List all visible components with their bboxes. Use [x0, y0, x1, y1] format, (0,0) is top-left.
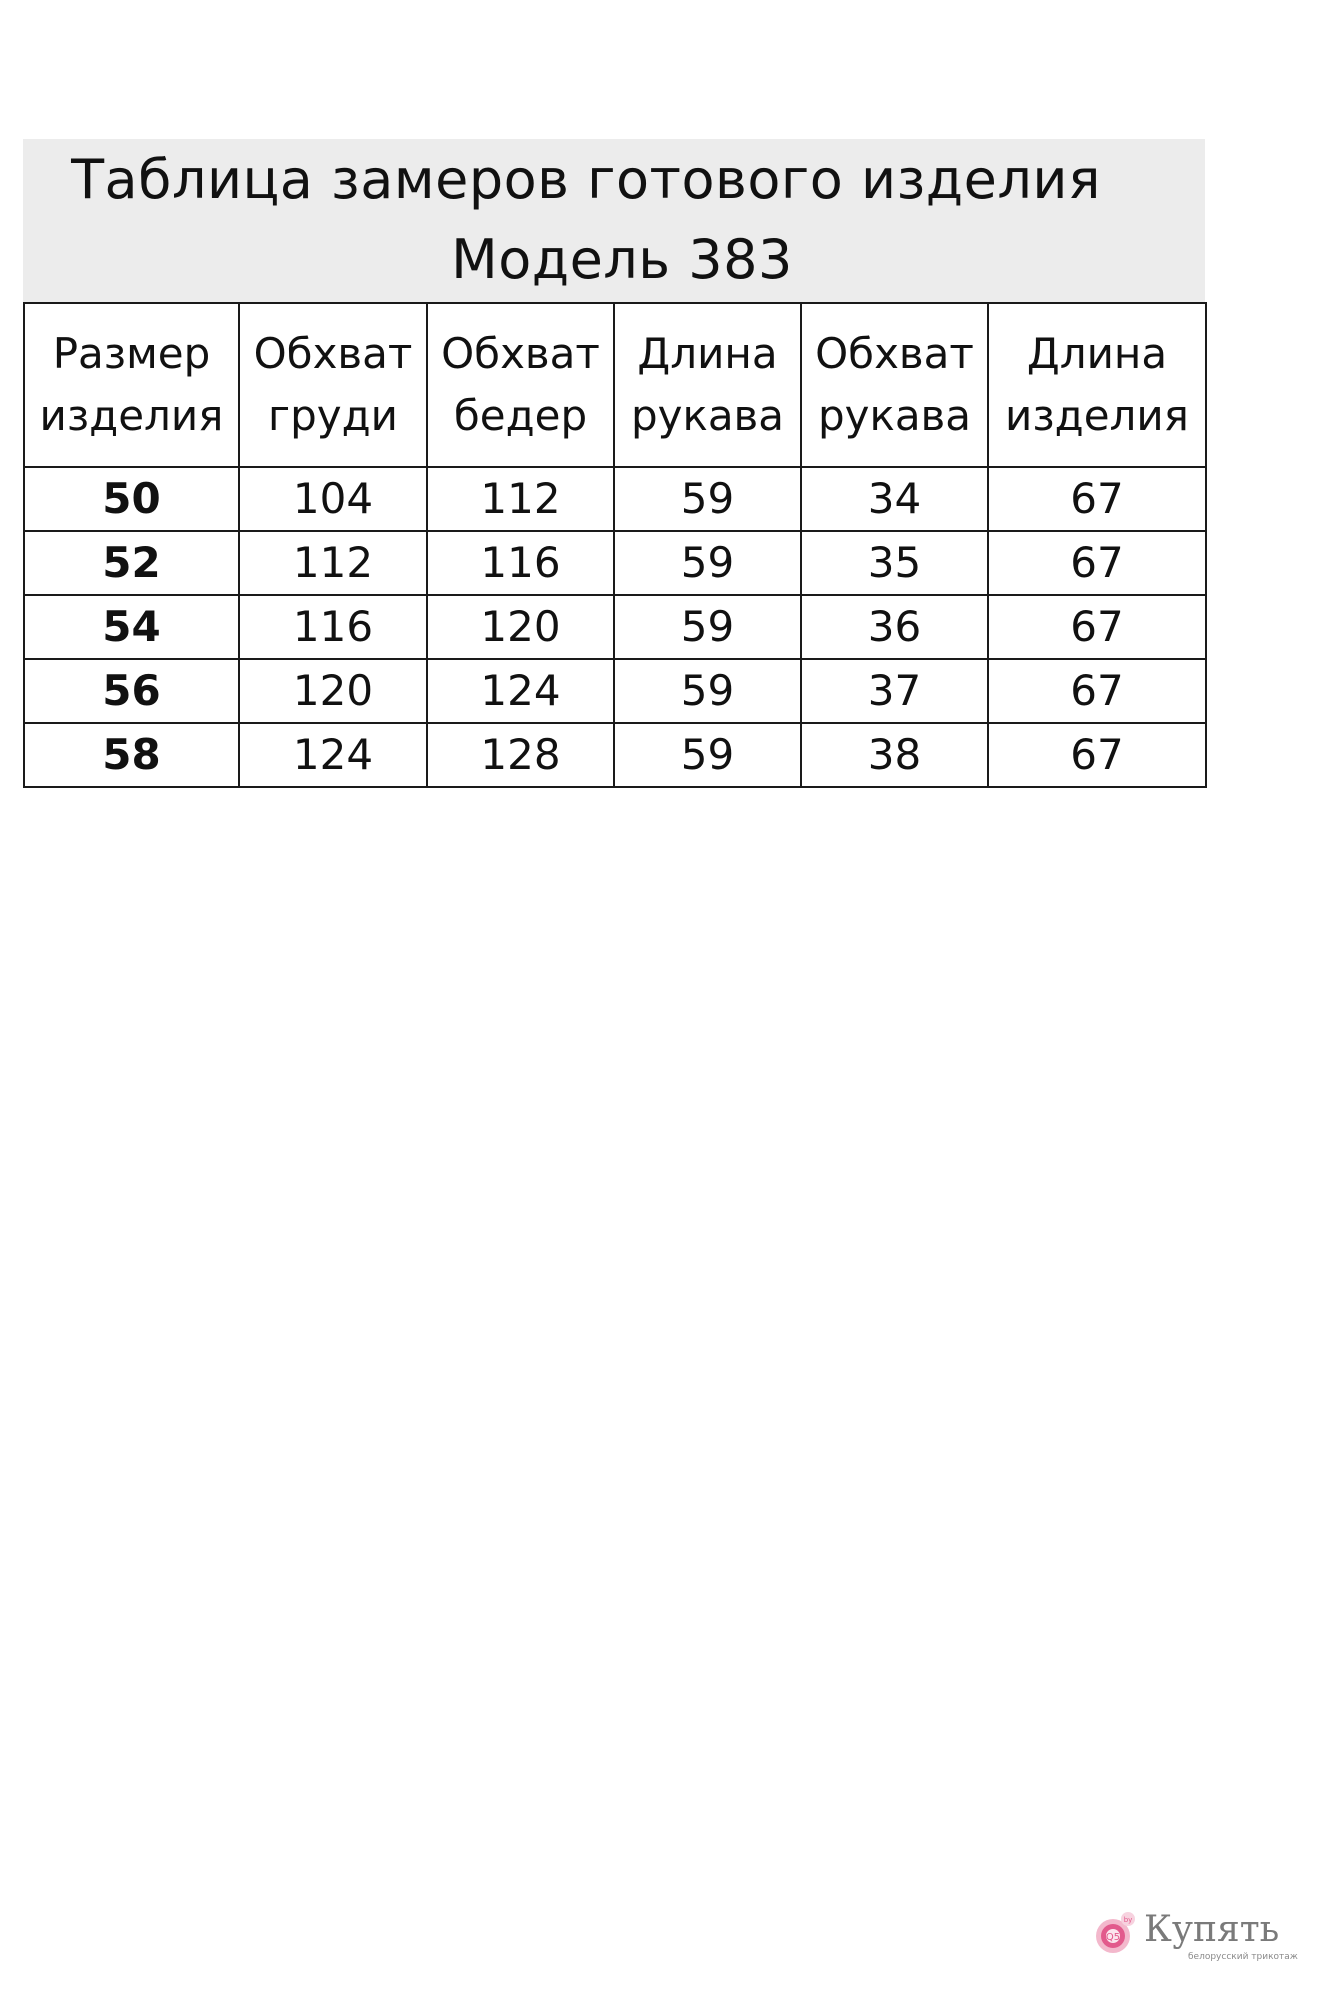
sleeve-length-cell: 59: [614, 595, 801, 659]
table-title-block: [23, 139, 1205, 302]
table-row: [24, 595, 1206, 659]
sleeve-length-cell: 59: [614, 467, 801, 531]
header-chest-line1: Обхват: [253, 329, 413, 378]
hips-cell: 120: [427, 595, 614, 659]
header-garment-length: [988, 303, 1206, 467]
sleeve-length-cell: 59: [614, 659, 801, 723]
hips-cell: 112: [427, 467, 614, 531]
header-chest-line2: груди: [268, 391, 398, 440]
header-sleeve-length: [614, 303, 801, 467]
header-sleeve-girth-line2: рукава: [817, 391, 972, 440]
chest-cell: 120: [239, 659, 427, 723]
hips-cell: 128: [427, 723, 614, 787]
size-cell: 56: [24, 659, 239, 723]
garment-length-cell: 67: [988, 659, 1206, 723]
header-hips: [427, 303, 614, 467]
header-size-line1: Размер: [52, 329, 211, 378]
table-header-row: [24, 303, 1206, 467]
logo-badge-text: Q5: [1105, 1932, 1121, 1943]
sleeve-girth-cell: 36: [801, 595, 988, 659]
table-title: Таблица замеров готового изделия: [71, 148, 1101, 211]
header-hips-line1: Обхват: [441, 329, 600, 378]
table-row: [24, 723, 1206, 787]
pink-flower-badge-icon: [1092, 1910, 1138, 1956]
model-number: Модель 383: [451, 228, 793, 291]
header-sleeve-girth-line1: Обхват: [815, 329, 974, 378]
hips-cell: 124: [427, 659, 614, 723]
garment-length-cell: 67: [988, 531, 1206, 595]
sleeve-girth-cell: 38: [801, 723, 988, 787]
chest-cell: 112: [239, 531, 427, 595]
logo-tagline: белорусский трикотаж: [1188, 1952, 1298, 1962]
chest-cell: 124: [239, 723, 427, 787]
chest-cell: 116: [239, 595, 427, 659]
header-garment-length-line1: Длина: [1026, 329, 1168, 378]
size-cell: 52: [24, 531, 239, 595]
sleeve-length-cell: 59: [614, 531, 801, 595]
sleeve-length-cell: 59: [614, 723, 801, 787]
table-row: [24, 659, 1206, 723]
table-row: [24, 467, 1206, 531]
header-chest: [239, 303, 427, 467]
table-row: [24, 531, 1206, 595]
brand-logo: [1092, 1898, 1298, 1968]
size-cell: 54: [24, 595, 239, 659]
chest-cell: 104: [239, 467, 427, 531]
hips-cell: 116: [427, 531, 614, 595]
logo-brand-name: Купять: [1144, 1909, 1280, 1950]
garment-length-cell: 67: [988, 595, 1206, 659]
garment-length-cell: 67: [988, 723, 1206, 787]
header-sleeve-length-line2: рукава: [630, 391, 785, 440]
size-cell: 58: [24, 723, 239, 787]
header-garment-length-line2: изделия: [1005, 391, 1189, 440]
header-size: [24, 303, 239, 467]
size-cell: 50: [24, 467, 239, 531]
logo-badge-superscript: by: [1123, 1916, 1133, 1924]
sleeve-girth-cell: 35: [801, 531, 988, 595]
header-hips-line2: бедер: [453, 391, 588, 440]
header-sleeve-length-line1: Длина: [637, 329, 778, 378]
sleeve-girth-cell: 37: [801, 659, 988, 723]
sleeve-girth-cell: 34: [801, 467, 988, 531]
garment-length-cell: 67: [988, 467, 1206, 531]
size-measurements-table: [23, 302, 1207, 788]
header-sleeve-girth: [801, 303, 988, 467]
header-size-line2: изделия: [39, 391, 224, 440]
